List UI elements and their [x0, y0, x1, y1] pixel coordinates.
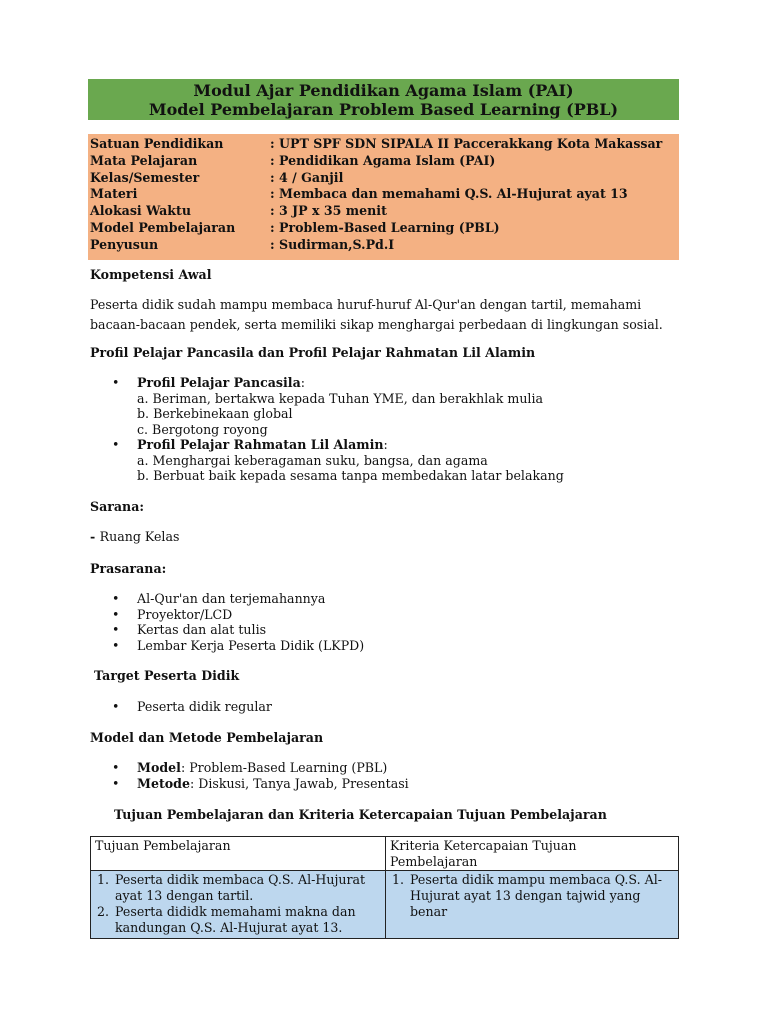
- profil-pancasila-title: Profil Pelajar Pancasila: [137, 375, 301, 390]
- kompetensi-line: bacaan-bacaan pendek, serta memiliki sikap menghargai perbedaan di lingkungan sosial.: [90, 317, 663, 332]
- profil-sub-item: b. Berkebinekaan global: [137, 406, 293, 421]
- list-item: • Peserta didik regular: [112, 699, 272, 715]
- info-value: : Membaca dan memahami Q.S. Al-Hujurat ayat 13: [270, 186, 628, 202]
- profil-rahmatan-title: Profil Pelajar Rahmatan Lil Alamin: [137, 437, 384, 452]
- target-list: [112, 699, 272, 715]
- list-item: [112, 776, 409, 792]
- info-key: Materi: [90, 186, 138, 202]
- metode-label: Metode: [137, 775, 190, 791]
- info-value: : 4 / Ganjil: [270, 169, 344, 185]
- kompetensi-paragraph: [90, 295, 663, 335]
- list-item: 2. Peserta dididk memahami makna dan kandungan Q.S. Al-Hujurat ayat 13.: [97, 904, 356, 935]
- list-item: • Proyektor/LCD: [112, 607, 364, 623]
- info-key: Satuan Pendidikan: [90, 136, 224, 151]
- info-key: Penyusun: [90, 236, 159, 252]
- info-value: : Pendidikan Agama Islam (PAI): [270, 152, 496, 168]
- info-value: : Sudirman,S.Pd.I: [270, 236, 395, 252]
- title-line-1: Modul Ajar Pendidikan Agama Islam (PAI): [193, 81, 574, 100]
- title-line-2: Model Pembelajaran Problem Based Learning (PBL): [148, 100, 619, 119]
- info-row: [88, 170, 679, 187]
- info-row: [88, 203, 679, 220]
- list-item: 1. Peserta didik mampu membaca Q.S. Al- Hujurat ayat 13 dengan tajwid yang benar: [392, 872, 662, 919]
- info-row: [88, 153, 679, 170]
- profil-sub-item: b. Berbuat baik kepada sesama tanpa membedakan latar belakang: [137, 468, 564, 483]
- list-item: • Profil Pelajar Rahmatan Lil Alamin: a. Menghargai keberagaman suku, bangsa, dan agama b. Berbuat baik kepada sesama tanpa membedakan latar belakang: [112, 437, 564, 484]
- list-item: [112, 760, 409, 776]
- info-key: Alokasi Waktu: [90, 203, 192, 219]
- target-heading: Target Peserta Didik: [94, 668, 240, 683]
- info-key: Model Pembelajaran: [90, 219, 236, 235]
- table-cell: [91, 871, 386, 939]
- sarana-item: - Ruang Kelas: [90, 529, 180, 544]
- model-heading: Model dan Metode Pembelajaran: [90, 730, 324, 745]
- info-row: [88, 220, 679, 237]
- model-label: Model: [137, 760, 181, 775]
- sarana-item-label: Ruang Kelas: [99, 529, 180, 544]
- info-key: Mata Pelajaran: [90, 152, 198, 168]
- info-value: : Problem-Based Learning (PBL): [270, 219, 500, 235]
- profil-list: [112, 375, 564, 484]
- list-item: • Al-Qur'an dan terjemahannya: [112, 591, 364, 607]
- info-row: [88, 136, 679, 153]
- kompetensi-line: Peserta didik sudah mampu membaca huruf-huruf Al-Qur'an dengan tartil, memahami: [90, 297, 642, 312]
- info-row: [88, 186, 679, 203]
- model-value: : Problem-Based Learning (PBL): [180, 760, 388, 775]
- info-key: Kelas/Semester: [90, 169, 200, 185]
- tujuan-table: [90, 836, 679, 939]
- kompetensi-heading: Kompetensi Awal: [90, 267, 212, 282]
- profil-sub-item: a. Menghargai keberagaman suku, bangsa, dan agama: [137, 452, 488, 468]
- info-value: : UPT SPF SDN SIPALA II Paccerakkang Kota Makassar: [270, 136, 663, 151]
- profil-heading: Profil Pelajar Pancasila dan Profil Pelajar Rahmatan Lil Alamin: [90, 345, 536, 360]
- metode-value: : Diskusi, Tanya Jawab, Presentasi: [190, 775, 409, 791]
- profil-sub-item: c. Bergotong royong: [137, 421, 268, 437]
- table-header: Tujuan Pembelajaran: [91, 837, 386, 871]
- sarana-heading: Sarana:: [90, 499, 145, 514]
- table-header: Kriteria Ketercapaian Tujuan Pembelajaran: [386, 837, 679, 871]
- profil-sub-item: a. Beriman, bertakwa kepada Tuhan YME, dan berakhlak mulia: [137, 390, 544, 406]
- info-row: [88, 237, 679, 254]
- list-item: • Lembar Kerja Peserta Didik (LKPD): [112, 638, 364, 654]
- tujuan-heading: Tujuan Pembelajaran dan Kriteria Ketercapaian Tujuan Pembelajaran: [114, 807, 607, 822]
- list-item: • Kertas dan alat tulis: [112, 622, 364, 638]
- prasarana-heading: Prasarana:: [90, 561, 167, 576]
- list-item: 1. Peserta didik membaca Q.S. Al-Hujurat ayat 13 dengan tartil.: [97, 872, 366, 903]
- info-value: : 3 JP x 35 menit: [270, 203, 387, 219]
- table-cell: [386, 871, 679, 939]
- table-header-row: [91, 837, 679, 871]
- list-item: • Profil Pelajar Pancasila: a. Beriman, bertakwa kepada Tuhan YME, dan berakhlak mulia b. Berkebinekaan global c. Bergotong royong: [112, 375, 564, 437]
- identity-table: [88, 134, 679, 260]
- model-list: [112, 760, 409, 791]
- prasarana-list: [112, 591, 364, 653]
- table-row: [91, 871, 679, 939]
- document-title: [88, 79, 679, 120]
